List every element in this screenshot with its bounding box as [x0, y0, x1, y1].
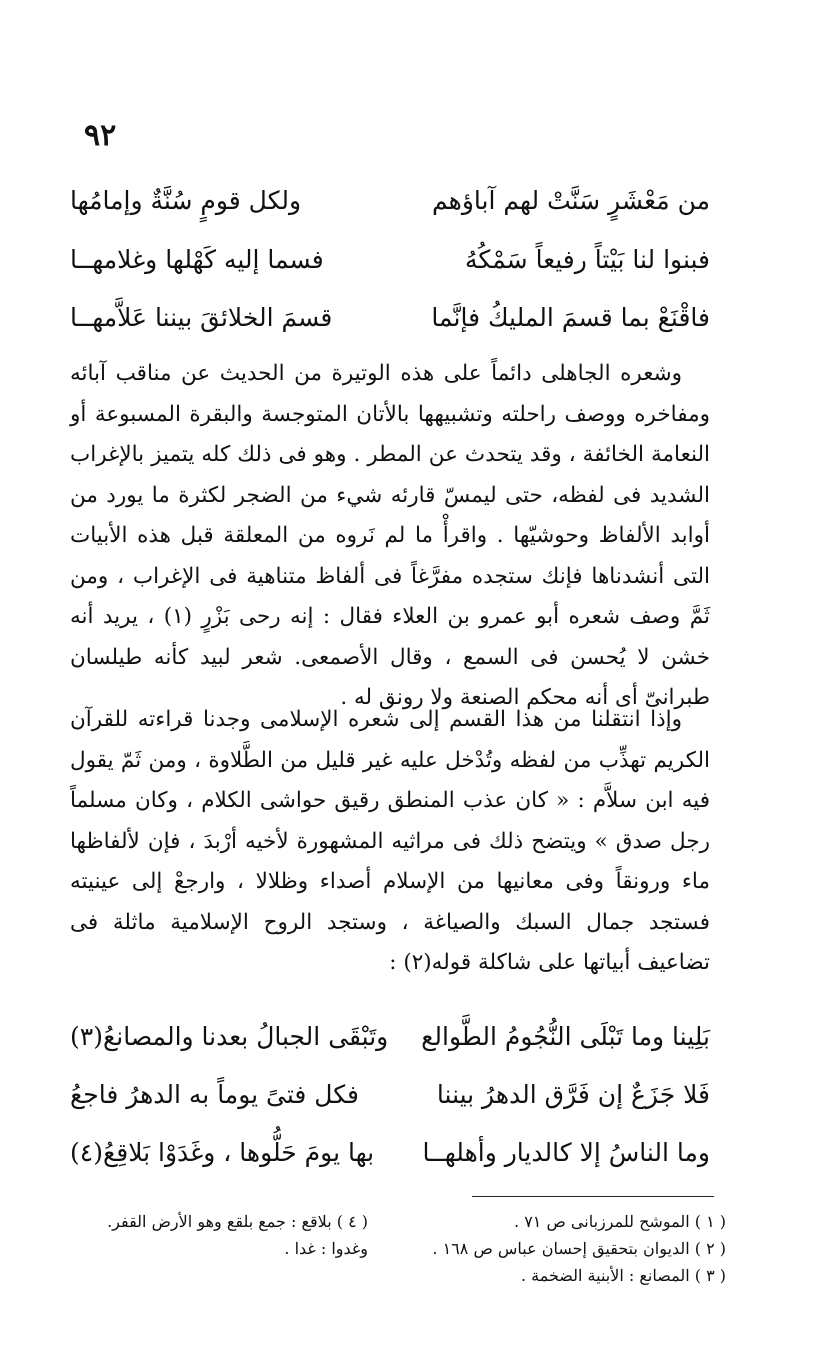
verse-line	[70, 245, 710, 293]
footnote: ( ٣ ) المصانع : الأبنية الضخمة .	[520, 1266, 726, 1285]
verse-hemistich: فاقْنَعْ بما قسمَ المليكُ فإنَّما	[431, 303, 710, 332]
page-number: ٩٢	[84, 118, 117, 153]
verse-hemistich: بها يومَ حَلُّوها ، وغَدَوْا بَلاقِعُ(٤)	[70, 1138, 375, 1167]
verse-line	[70, 1138, 710, 1186]
verse-hemistich: فَلا جَزَعٌ إن فَرَّق الدهرُ بيننا	[436, 1080, 710, 1109]
footnote: ( ٤ ) بلاقع : جمع بلقع وهو الأرض القفر.	[107, 1212, 368, 1231]
verse-hemistich: ولكل قومٍ سُنَّةٌ وإمامُها	[70, 186, 302, 215]
verse-hemistich: من مَعْشَرٍ سَنَّتْ لهم آباؤهم	[432, 186, 710, 215]
footnote: وغدوا : غدا .	[284, 1239, 368, 1258]
verse-line	[70, 1022, 710, 1070]
verse-line	[70, 186, 710, 234]
verse-line	[70, 1080, 710, 1128]
footnote-divider	[472, 1196, 714, 1197]
paragraph: وشعره الجاهلى دائماً على هذه الوتيرة من الحديث عن مناقب آبائه ومفاخره ووصف راحلته وتشبيهها بالأتان المتوجسة والبقرة المسبوعة أو النعامة الخائفة ، وقد يتحدث عن المطر . وهو فى ذلك كله يتميز بالإغراب الشديد فى لفظه، حتى ليمسّ قارئه شيء من الضجر لكثرة ما يورد من أوابد الألفاظ وحوشيّها . واقرأْ ما لم نَروه من المعلقة قبل هذه الأبيات التى أنشدناها فإنك ستجده مفرَّغاً فى ألفاظ متناهية فى الإغراب ، ومن ثَمَّ وصف شعره أبو عمرو بن العلاء فقال : إنه رحى بَزْرٍ (١) ، يريد أنه خشن لا يُحسن فى السمع ، وقال الأصمعى. شعر لبيد كأنه طيلسان طبرانىّ أى أنه محكم الصنعة ولا رونق له .	[70, 361, 710, 710]
verse-hemistich: وتَبْقَى الجبالُ بعدنا والمصانعُ(٣)	[70, 1022, 389, 1051]
verse-hemistich: وما الناسُ إلا كالديار وأهلهــا	[422, 1138, 710, 1167]
verse-hemistich: فكل فتىً يوماً به الدهرُ فاجعُ	[70, 1080, 359, 1109]
verse-hemistich: قسمَ الخلائقَ بيننا عَلاَّمهــا	[70, 303, 333, 332]
footnote: ( ٢ ) الديوان بتحقيق إحسان عباس ص ١٦٨ .	[432, 1239, 726, 1258]
verse-hemistich: بَلِينا وما تَبْلَى النُّجُومُ الطَّوالع	[421, 1022, 710, 1051]
body-text	[70, 354, 710, 719]
verse-line	[70, 303, 710, 351]
verse-hemistich: فسما إليه كَهْلها وغلامهــا	[70, 245, 324, 274]
body-text	[70, 700, 710, 984]
paragraph: وإذا انتقلنا من هذا القسم إلى شعره الإسلامى وجدنا قراءته للقرآن الكريم تهذِّب من لفظه وتُدْخل عليه غير قليل من الطَّلاوة ، ومن ثَمّ يقول فيه ابن سلاَّم : « كان عذب المنطق رقيق حواشى الكلام ، وكان مسلماً رجل صدق » ويتضح ذلك فى مراثيه المشهورة لأخيه أرْبدَ ، فإن لألفاظها ماء ورونقاً وفى معانيها من الإسلام أصداء وظلالا ، وارجعْ إلى عينيته فستجد جمال السبك والصياغة ، وستجد الروح الإسلامية ماثلة فى تضاعيف أبياتها على شاكلة قوله(٢) :	[70, 707, 710, 975]
verse-hemistich: فبنوا لنا بَيْتاً رفيعاً سَمْكُهُ	[465, 245, 710, 274]
footnote: ( ١ ) الموشح للمرزبانى ص ٧١ .	[514, 1212, 726, 1231]
